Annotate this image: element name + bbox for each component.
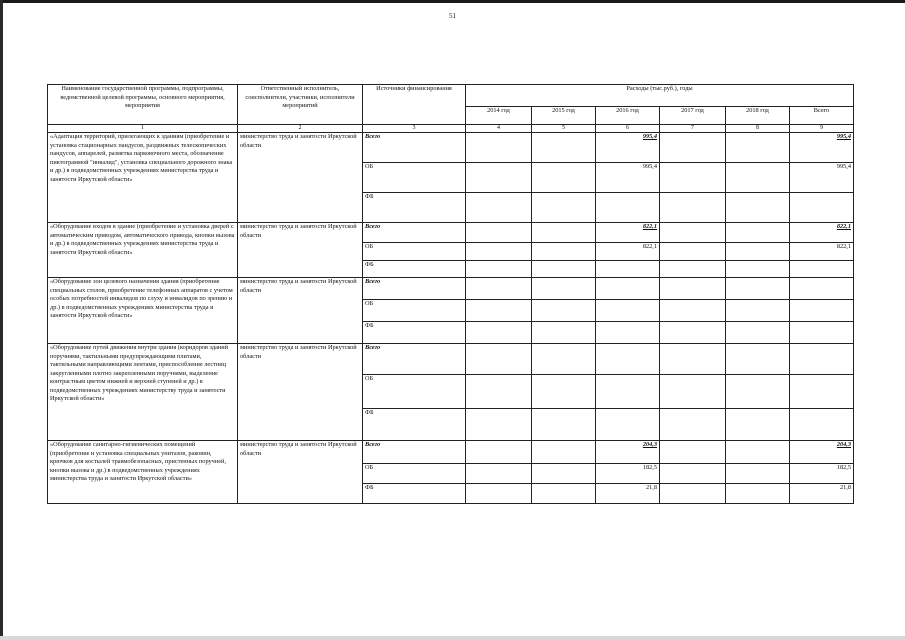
amount-year: 182,5 [596, 464, 660, 484]
amount-year [726, 133, 790, 163]
funding-source: ОБ [363, 243, 466, 261]
budget-table [47, 84, 854, 504]
amount-total: 822,1 [790, 243, 854, 261]
amount-year [660, 223, 726, 243]
funding-source: ОБ [363, 163, 466, 193]
amount-total [790, 344, 854, 375]
amount-year [532, 322, 596, 344]
amount-year [466, 133, 532, 163]
table-row [48, 278, 854, 300]
amount-year [596, 322, 660, 344]
amount-year [726, 344, 790, 375]
funding-source: Всего [363, 223, 466, 243]
funding-source: Всего [363, 441, 466, 464]
table-body [48, 133, 854, 504]
table-row [48, 223, 854, 243]
amount-total: 204,3 [790, 441, 854, 464]
funding-source: Всего [363, 133, 466, 163]
funding-source: Всего [363, 278, 466, 300]
page-number: 51 [449, 12, 456, 20]
table-row [48, 441, 854, 464]
measure-name: «Оборудование путей движения внутри здания (коридоров зданий поручнями, тактильными предупреждающими плитами, тактильными направляющими лентами, приспособление лестниц закругленными плотно закрепленными поручнями, выделение контрастным цветом нижней и верхней ступеней и др.) в подведомственных учреждениях министерству труда и занятости Иркутской области» [48, 344, 238, 441]
header-year: 2016 год [596, 107, 660, 125]
amount-year [660, 243, 726, 261]
measure-executor: министерство труда и занятости Иркутской области [238, 223, 363, 278]
amount-year [532, 441, 596, 464]
amount-year [596, 344, 660, 375]
amount-year [466, 484, 532, 504]
amount-total: 995,4 [790, 133, 854, 163]
amount-year [532, 464, 596, 484]
header-expenses: Расходы (тыс.руб.), годы [466, 85, 854, 107]
amount-year [466, 344, 532, 375]
amount-total: 21,8 [790, 484, 854, 504]
amount-year: 822,1 [596, 243, 660, 261]
measure-executor: министерство труда и занятости Иркутской области [238, 344, 363, 441]
amount-year [726, 261, 790, 278]
amount-year [660, 193, 726, 223]
amount-year: 204,3 [596, 441, 660, 464]
funding-source: ОБ [363, 300, 466, 322]
column-number: 7 [660, 125, 726, 133]
amount-year [726, 441, 790, 464]
amount-year [660, 409, 726, 441]
measure-executor: министерство труда и занятости Иркутской области [238, 441, 363, 504]
amount-year [726, 375, 790, 409]
amount-year [726, 484, 790, 504]
amount-year [726, 409, 790, 441]
header-year: 2017 год [660, 107, 726, 125]
amount-year [532, 193, 596, 223]
amount-year [726, 163, 790, 193]
amount-year [466, 409, 532, 441]
amount-year [660, 278, 726, 300]
funding-source: Всего [363, 344, 466, 375]
column-number: 9 [790, 125, 854, 133]
amount-year [466, 375, 532, 409]
measure-name: «Оборудование входов в здание (приобретение и установка дверей с автоматическим приводом, автоматического привода, кнопки вызова и др.) в подведомственных учреждениях министерства труда и занятости Иркутской области» [48, 223, 238, 278]
amount-total: 995,4 [790, 163, 854, 193]
scan-edge-top [0, 0, 905, 3]
measure-name: «Оборудование зон целевого назначения здания (приобретение специальных столов, приобретение телефонных аппаратов с учетом особых потребностей инвалидов по слуху и инвалидов по зрению и др.) в подведомственных учреждениях министерства труда и занятости Иркутской области» [48, 278, 238, 344]
amount-year [532, 375, 596, 409]
amount-year [726, 243, 790, 261]
amount-year [596, 261, 660, 278]
amount-year [532, 300, 596, 322]
amount-year [466, 193, 532, 223]
header-year: 2014 год [466, 107, 532, 125]
amount-year [466, 300, 532, 322]
amount-year [660, 484, 726, 504]
amount-year [726, 278, 790, 300]
header-total: Всего [790, 107, 854, 125]
measure-executor: министерство труда и занятости Иркутской области [238, 133, 363, 223]
amount-year [532, 261, 596, 278]
amount-year [532, 163, 596, 193]
amount-year [532, 223, 596, 243]
amount-year [660, 344, 726, 375]
amount-year [466, 261, 532, 278]
amount-year [596, 409, 660, 441]
funding-source: ФБ [363, 261, 466, 278]
amount-total [790, 193, 854, 223]
measure-name: «Оборудование санитарно-гигиенических помещений (приобретение и установка специальных унитазов, раковин, крючков для костылей травмобезопасных, пристенных поручней, кнопки вызова и др.) в подведомственных учреждениях министерства труда и занятости Иркутской области» [48, 441, 238, 504]
amount-year [532, 344, 596, 375]
column-number: 8 [726, 125, 790, 133]
amount-year [660, 261, 726, 278]
funding-source: ФБ [363, 322, 466, 344]
amount-year: 21,8 [596, 484, 660, 504]
scan-edge-bottom [0, 636, 905, 640]
amount-year [466, 163, 532, 193]
amount-year [596, 375, 660, 409]
amount-year [660, 441, 726, 464]
amount-total [790, 409, 854, 441]
amount-year: 995,4 [596, 163, 660, 193]
amount-year [726, 322, 790, 344]
amount-year: 995,4 [596, 133, 660, 163]
column-number: 5 [532, 125, 596, 133]
column-number: 3 [363, 125, 466, 133]
scan-edge-left [0, 0, 3, 640]
amount-year [596, 278, 660, 300]
amount-total [790, 300, 854, 322]
amount-year [532, 409, 596, 441]
amount-year [596, 193, 660, 223]
header-sources: Источники финансирования [363, 85, 466, 125]
amount-year [660, 464, 726, 484]
table-row [48, 344, 854, 375]
amount-year [726, 464, 790, 484]
column-number: 4 [466, 125, 532, 133]
funding-source: ОБ [363, 464, 466, 484]
column-number: 6 [596, 125, 660, 133]
amount-year [466, 322, 532, 344]
table-row [48, 133, 854, 163]
amount-total [790, 261, 854, 278]
amount-year [726, 300, 790, 322]
amount-year [466, 223, 532, 243]
amount-year [726, 223, 790, 243]
amount-year [660, 375, 726, 409]
amount-year [532, 278, 596, 300]
amount-year [660, 163, 726, 193]
funding-source: ОБ [363, 375, 466, 409]
amount-total: 182,5 [790, 464, 854, 484]
funding-source: ФБ [363, 193, 466, 223]
amount-year [660, 300, 726, 322]
amount-year: 822,1 [596, 223, 660, 243]
funding-source: ФБ [363, 409, 466, 441]
amount-year [466, 278, 532, 300]
amount-year [466, 243, 532, 261]
amount-year [466, 441, 532, 464]
amount-total: 822,1 [790, 223, 854, 243]
amount-year [726, 193, 790, 223]
amount-year [532, 484, 596, 504]
funding-source: ФБ [363, 484, 466, 504]
amount-year [660, 322, 726, 344]
header-name: Наименование государственной программы, подпрограммы, ведомственной целевой программы, основного мероприятия, мероприятия [48, 85, 238, 125]
amount-year [466, 464, 532, 484]
column-number: 2 [238, 125, 363, 133]
measure-name: «Адаптация территорий, прилегающих к зданиям (приобретение и установка стационарных пандусов, раздвижных телескопических пандусов, аппарелей, разметка парковочного места, обозначение пиктограммой "инвалид", установка специального дорожного знака и др.) в подведомственных учреждениях министерства труда и занятости Иркутской области» [48, 133, 238, 223]
amount-year [532, 133, 596, 163]
amount-year [596, 300, 660, 322]
column-number: 1 [48, 125, 238, 133]
header-executor: Ответственный исполнитель, соисполнители, участники, исполнители мероприятий [238, 85, 363, 125]
amount-total [790, 375, 854, 409]
measure-executor: министерство труда и занятости Иркутской области [238, 278, 363, 344]
header-year: 2015 год [532, 107, 596, 125]
amount-total [790, 322, 854, 344]
amount-year [532, 243, 596, 261]
amount-year [660, 133, 726, 163]
amount-total [790, 278, 854, 300]
header-year: 2018 год [726, 107, 790, 125]
column-numbers-row [48, 125, 854, 133]
